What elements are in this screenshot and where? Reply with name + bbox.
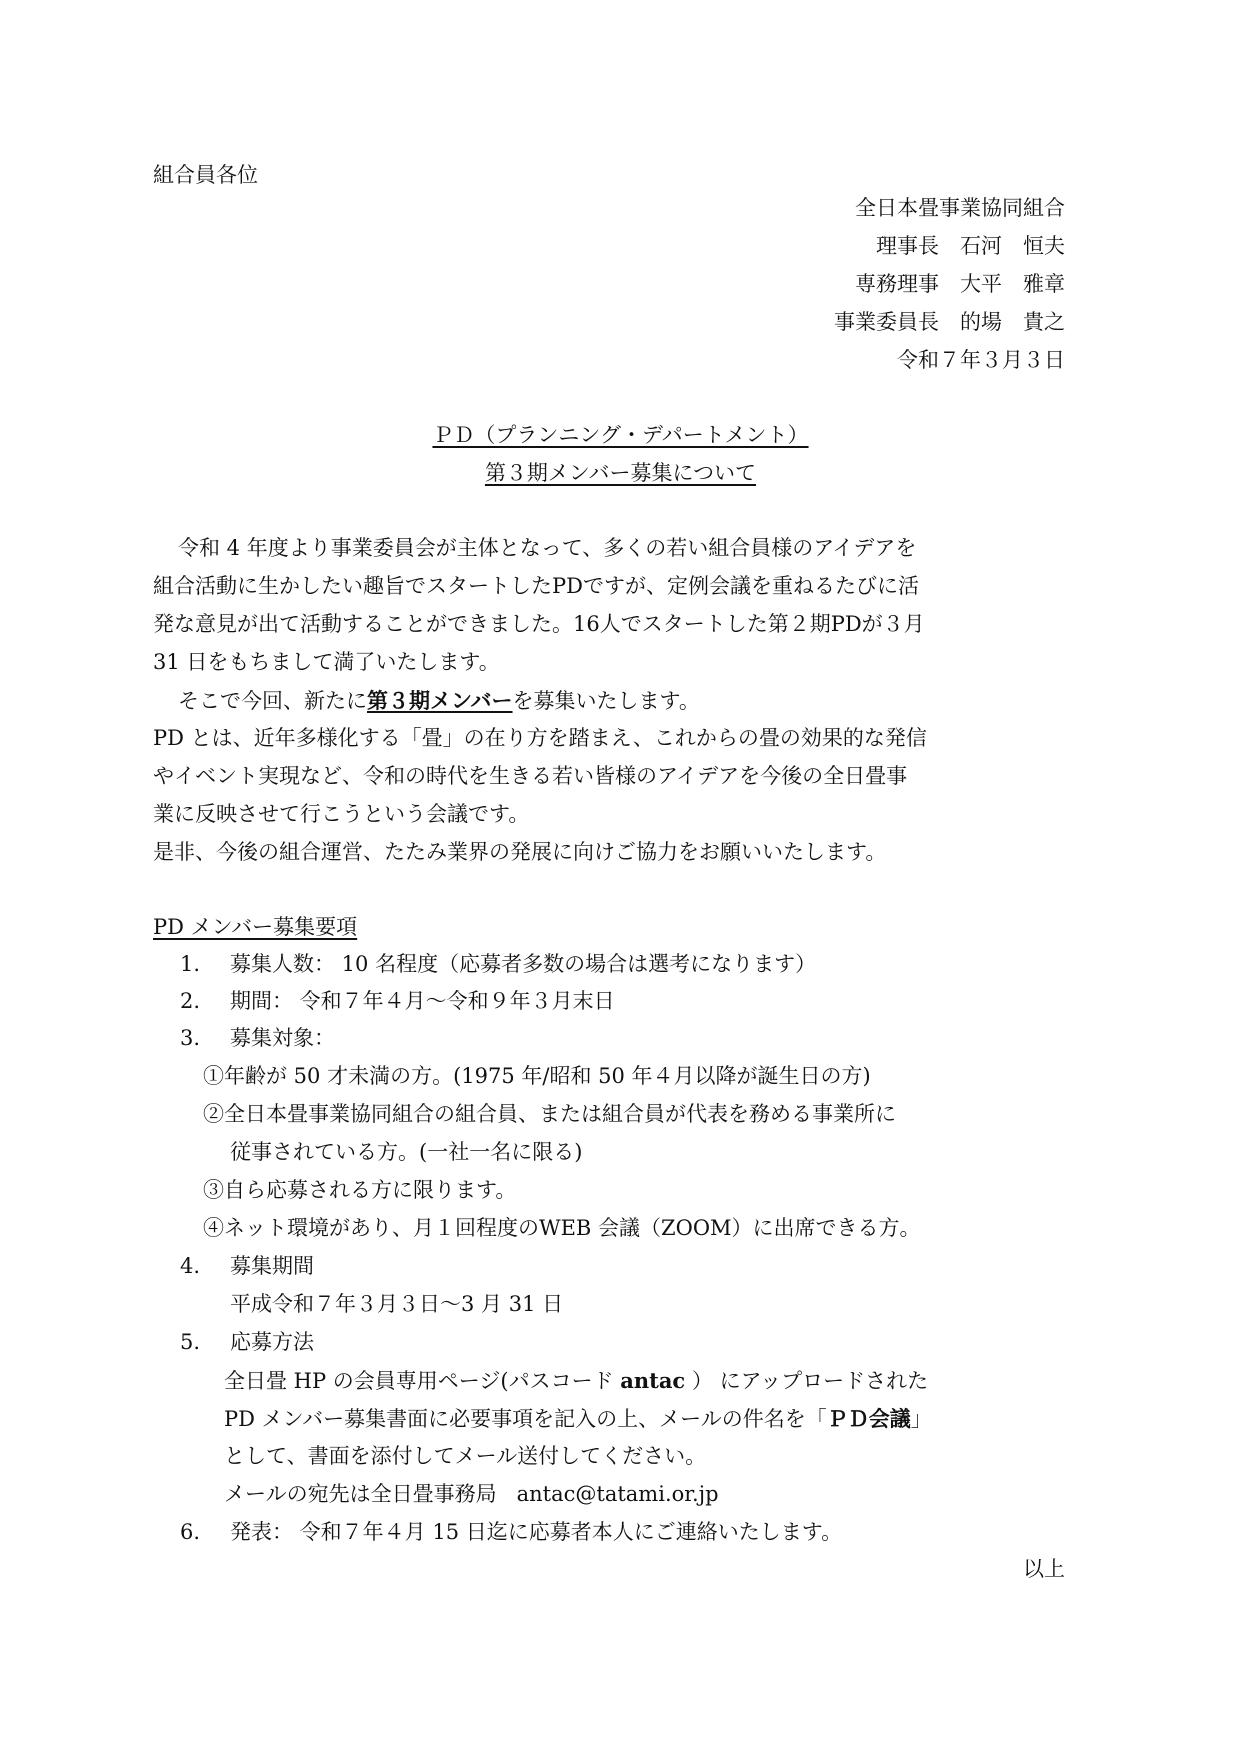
passcode: antac xyxy=(620,1368,686,1393)
eligibility-member-line2: 従事されている方。(一社一名に限る) xyxy=(230,1140,583,1164)
item-text: 募集期間 xyxy=(230,1254,314,1278)
item-text: 発表： 令和７年４月 15 日迄に応募者本人にご連絡いたします。 xyxy=(230,1520,843,1544)
intro-p1-line4: 31 日をもちまして満了いたします。 xyxy=(153,650,500,674)
application-period: 平成令和７年３月３日～3 月 31 日 xyxy=(230,1292,564,1316)
document-title-line1 xyxy=(0,425,1241,446)
intro-p1-line1: 令和 4 年度より事業委員会が主体となって、多くの若い組合員様のアイデアを xyxy=(178,536,917,560)
intro-p3-line3: 業に反映させて行こうという会議です。 xyxy=(153,802,530,826)
document-date: 令和７年３月３日 xyxy=(897,348,1065,372)
email-label: メールの宛先は全日畳事務局 xyxy=(224,1482,497,1506)
item-number: 5. xyxy=(180,1330,201,1354)
application-method-line2 xyxy=(224,1408,932,1430)
sender-chairman: 理事長 石河 恒夫 xyxy=(876,234,1065,258)
document-title-line2 xyxy=(0,463,1241,484)
item-number: 3. xyxy=(180,1026,201,1050)
email-subject: ＰＤ会議 xyxy=(826,1406,911,1431)
item-number: 2. xyxy=(180,989,201,1013)
intro-p2-after: を募集いたします。 xyxy=(512,689,700,713)
item-number: 4. xyxy=(180,1254,201,1278)
intro-p2-before: そこで今回、新たに xyxy=(178,689,367,713)
eligibility-self-apply: ③自ら応募される方に限ります。 xyxy=(203,1178,517,1202)
requirements-heading: PD メンバー募集要項 xyxy=(153,915,358,939)
method-line1-after: ） にアップロードされた xyxy=(685,1369,929,1393)
sender-committee-chair: 事業委員長 的場 貴之 xyxy=(834,310,1065,334)
sender-managing-director: 専務理事 大平 雅章 xyxy=(855,272,1065,296)
eligibility-member-line1: ②全日本畳事業協同組合の組合員、または組合員が代表を務める事業所に xyxy=(203,1102,896,1126)
item-text: 募集対象： xyxy=(230,1026,335,1050)
item-text: 期間： 令和７年４月～令和９年３月末日 xyxy=(230,989,615,1013)
intro-p2-emphasis: 第３期メンバー xyxy=(367,688,513,713)
closing-remark: 以上 xyxy=(1023,1557,1065,1581)
intro-p1-line3: 発な意見が出て活動することができました。16人でスタートした第２期PDが３月 xyxy=(153,612,925,636)
intro-p3-line2: やイベント実現など、令和の時代を生きる若い皆様のアイデアを今後の全日畳事 xyxy=(153,764,908,788)
email-address: antac@tatami.or.jp xyxy=(516,1482,719,1506)
item-number: 6. xyxy=(180,1520,201,1544)
method-line2-after: 」 xyxy=(910,1407,932,1431)
intro-p4: 是非、今後の組合運営、たたみ業界の発展に向けご協力をお願いいたします。 xyxy=(153,840,887,864)
intro-p1-line2: 組合活動に生かしたい趣旨でスタートしたPDですが、定例会議を重ねるたびに活 xyxy=(153,574,919,598)
method-line2-before: PD メンバー募集書面に必要事項を記入の上、メールの件名を「 xyxy=(224,1407,827,1431)
application-method-line1 xyxy=(224,1370,928,1392)
item-text: 応募方法 xyxy=(230,1330,314,1354)
intro-p2 xyxy=(178,690,700,712)
item-text: 募集人数： 10 名程度（応募者多数の場合は選考になります） xyxy=(230,952,817,976)
application-method-line3: として、書面を添付してメール送付してください。 xyxy=(224,1444,707,1468)
sender-organization: 全日本畳事業協同組合 xyxy=(855,196,1065,220)
eligibility-online: ④ネット環境があり、月１回程度のWEB 会議（ZOOM）に出席できる方。 xyxy=(203,1216,921,1240)
title-line2-text: 第３期メンバー募集について xyxy=(484,461,757,485)
eligibility-age: ①年齢が 50 才未満の方。(1975 年/昭和 50 年４月以降が誕生日の方) xyxy=(203,1064,871,1088)
item-number: 1. xyxy=(180,952,201,976)
application-email-line xyxy=(224,1484,719,1505)
method-line1-before: 全日畳 HP の会員専用ページ(パスコード xyxy=(224,1369,621,1393)
addressee: 組合員各位 xyxy=(153,163,258,187)
title-line1-text: ＰＤ（プランニング・デパートメント） xyxy=(432,423,809,447)
intro-p3-line1: PD とは、近年多様化する「畳」の在り方を踏まえ、これからの畳の効果的な発信 xyxy=(153,726,927,750)
